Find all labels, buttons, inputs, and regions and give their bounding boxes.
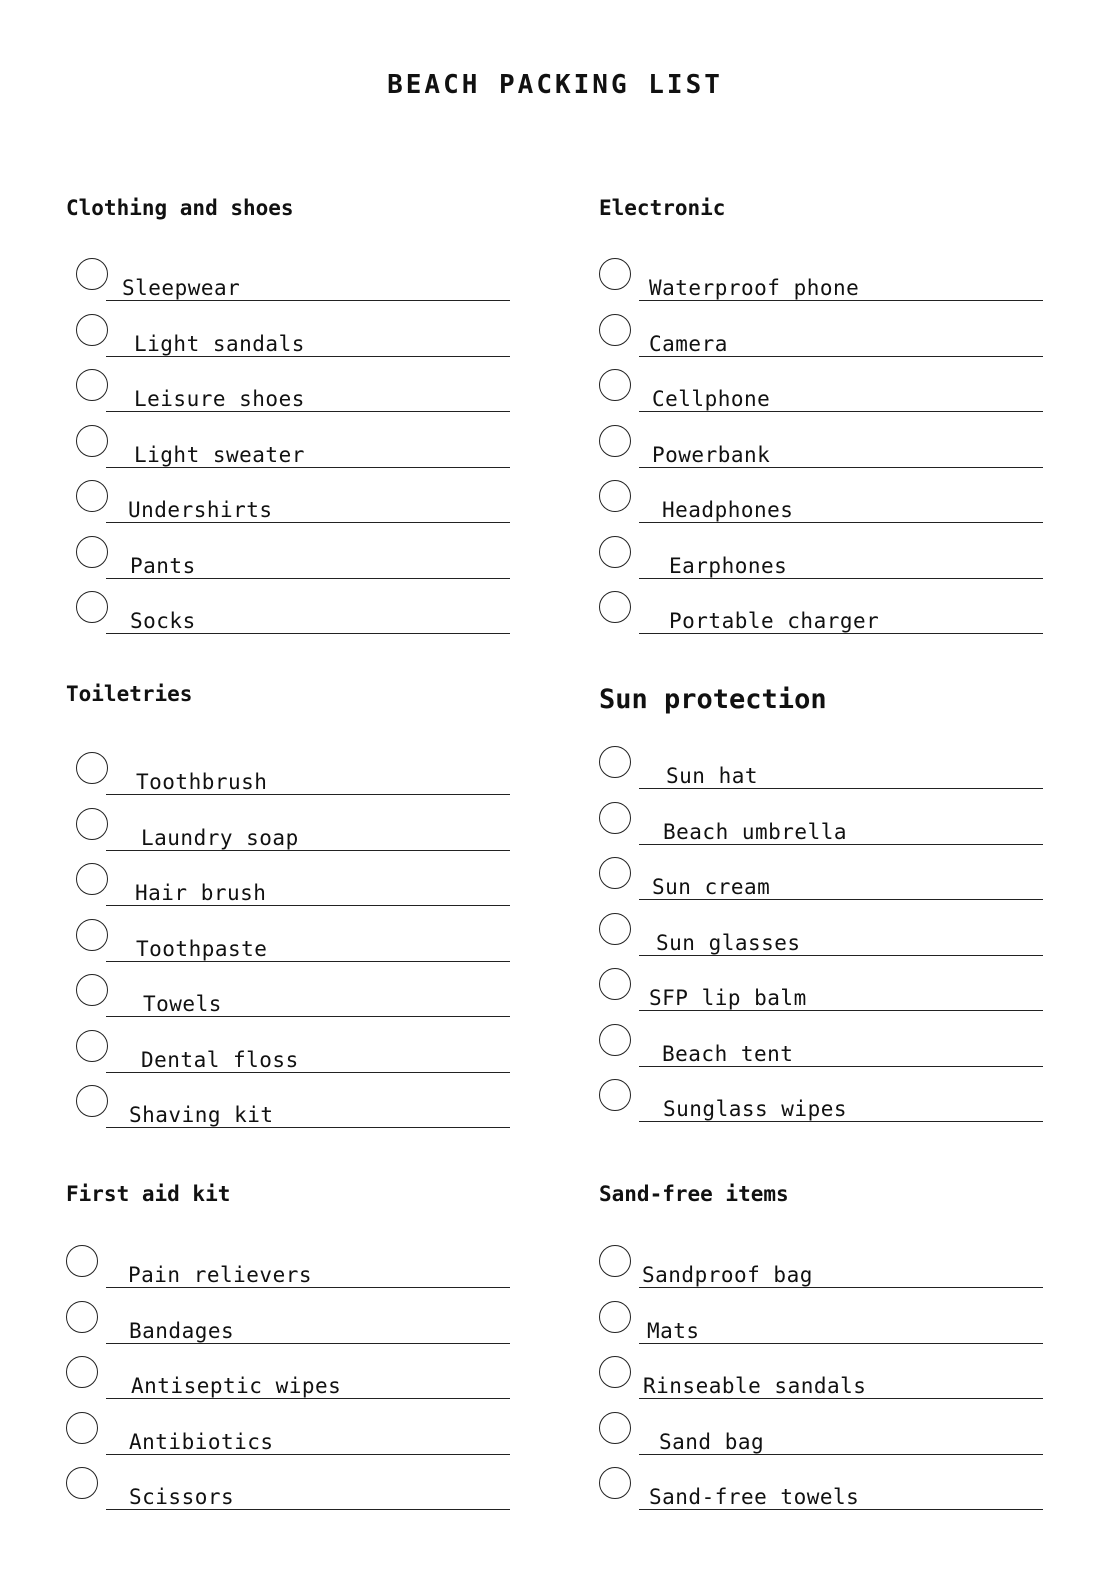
item-label: Sun hat xyxy=(666,764,759,788)
item-label: Cellphone xyxy=(652,387,771,411)
checkbox-sand-free-towels[interactable] xyxy=(599,1467,631,1499)
checklist-item-socks xyxy=(66,591,526,647)
checklist-item-undershirts xyxy=(66,480,526,536)
writing-line xyxy=(106,1287,510,1288)
writing-line xyxy=(639,1509,1043,1510)
checkbox-beach-umbrella[interactable] xyxy=(599,802,631,834)
writing-line xyxy=(106,411,510,412)
checklist-item-cellphone xyxy=(599,369,1059,425)
writing-line xyxy=(106,1509,510,1510)
section-heading-sun-protection: Sun protection xyxy=(599,684,827,715)
writing-line xyxy=(106,522,510,523)
writing-line xyxy=(106,961,510,962)
item-label: Light sweater xyxy=(134,442,305,467)
writing-line xyxy=(106,905,510,906)
checklist-item-light-sandals xyxy=(66,314,526,370)
item-label: Pain relievers xyxy=(128,1263,313,1287)
writing-line xyxy=(639,1010,1043,1011)
item-label: Mats xyxy=(647,1318,700,1343)
checklist-item-toothbrush xyxy=(66,752,526,808)
checkbox-light-sweater[interactable] xyxy=(76,425,108,457)
item-label: Hair brush xyxy=(135,881,267,905)
checklist-item-light-sweater xyxy=(66,425,526,481)
checkbox-toothpaste[interactable] xyxy=(76,919,108,951)
writing-line xyxy=(106,578,510,579)
checkbox-leisure-shoes[interactable] xyxy=(76,369,108,401)
writing-line xyxy=(106,1343,510,1344)
checkbox-dental-floss[interactable] xyxy=(76,1030,108,1062)
checklist-item-mats xyxy=(599,1301,1059,1357)
item-label: Sand-free towels xyxy=(649,1485,860,1509)
item-label: Towels xyxy=(143,992,222,1016)
checklist-item-antibiotics xyxy=(66,1412,526,1468)
section-heading-electronic: Electronic xyxy=(599,196,726,220)
checkbox-waterproof-phone[interactable] xyxy=(599,258,631,290)
checkbox-antiseptic-wipes[interactable] xyxy=(66,1356,98,1388)
section-heading-first-aid-kit: First aid kit xyxy=(66,1182,231,1206)
item-label: Dental floss xyxy=(141,1047,299,1072)
checklist-item-beach-tent xyxy=(599,1024,1059,1080)
checkbox-sandproof-bag[interactable] xyxy=(599,1245,631,1277)
writing-line xyxy=(639,955,1043,956)
writing-line xyxy=(106,794,510,795)
item-label: Scissors xyxy=(129,1485,235,1509)
writing-line xyxy=(639,1121,1043,1122)
item-label: Beach umbrella xyxy=(663,819,848,844)
item-label: Waterproof phone xyxy=(649,276,860,300)
item-label: Sun cream xyxy=(652,875,771,899)
checklist-item-toothpaste xyxy=(66,919,526,975)
checkbox-towels[interactable] xyxy=(76,974,108,1006)
checkbox-light-sandals[interactable] xyxy=(76,314,108,346)
writing-line xyxy=(639,899,1043,900)
writing-line xyxy=(106,467,510,468)
checklist-item-pants xyxy=(66,536,526,592)
checkbox-sun-hat[interactable] xyxy=(599,746,631,778)
checkbox-rinseable-sandals[interactable] xyxy=(599,1356,631,1388)
writing-line xyxy=(106,1398,510,1399)
writing-line xyxy=(106,356,510,357)
item-label: Rinseable sandals xyxy=(643,1374,867,1398)
item-label: SFP lip balm xyxy=(649,986,807,1010)
checkbox-socks[interactable] xyxy=(76,591,108,623)
checkbox-toothbrush[interactable] xyxy=(76,752,108,784)
checkbox-earphones[interactable] xyxy=(599,536,631,568)
section-heading-toiletries: Toiletries xyxy=(66,682,193,706)
checklist-item-sand-bag xyxy=(599,1412,1059,1468)
checklist-item-sun-hat xyxy=(599,746,1059,802)
checkbox-laundry-soap[interactable] xyxy=(76,808,108,840)
item-label: Laundry soap xyxy=(141,825,299,850)
item-label: Sleepwear xyxy=(122,276,241,300)
section-heading-clothing-and-shoes: Clothing and shoes xyxy=(66,196,294,220)
checklist-item-sandproof-bag xyxy=(599,1245,1059,1301)
checklist-item-dental-floss xyxy=(66,1030,526,1086)
writing-line xyxy=(639,522,1043,523)
checklist-item-leisure-shoes xyxy=(66,369,526,425)
writing-line xyxy=(106,1016,510,1017)
checkbox-cellphone[interactable] xyxy=(599,369,631,401)
checklist-item-sleepwear xyxy=(66,258,526,314)
checklist-item-portable-charger xyxy=(599,591,1059,647)
checkbox-beach-tent[interactable] xyxy=(599,1024,631,1056)
page-title: BEACH PACKING LIST xyxy=(387,70,723,100)
writing-line xyxy=(639,1343,1043,1344)
checklist-item-headphones xyxy=(599,480,1059,536)
checklist-item-scissors xyxy=(66,1467,526,1523)
checklist-item-powerbank xyxy=(599,425,1059,481)
item-label: Toothbrush xyxy=(136,770,268,794)
item-label: Sand bag xyxy=(659,1429,765,1454)
checklist-item-pain-relievers xyxy=(66,1245,526,1301)
checklist-item-waterproof-phone xyxy=(599,258,1059,314)
checkbox-undershirts[interactable] xyxy=(76,480,108,512)
checklist-item-earphones xyxy=(599,536,1059,592)
writing-line xyxy=(639,300,1043,301)
checkbox-mats[interactable] xyxy=(599,1301,631,1333)
item-label: Camera xyxy=(649,331,728,356)
checkbox-sleepwear[interactable] xyxy=(76,258,108,290)
item-label: Portable charger xyxy=(669,609,880,633)
writing-line xyxy=(639,1287,1043,1288)
item-label: Leisure shoes xyxy=(134,387,305,411)
checkbox-pants[interactable] xyxy=(76,536,108,568)
item-label: Antibiotics xyxy=(129,1429,274,1454)
item-label: Sun glasses xyxy=(656,930,801,955)
writing-line xyxy=(106,1072,510,1073)
section-heading-sand-free-items: Sand-free items xyxy=(599,1182,789,1206)
checklist-item-towels xyxy=(66,974,526,1030)
writing-line xyxy=(639,1454,1043,1455)
writing-line xyxy=(639,1398,1043,1399)
checkbox-camera[interactable] xyxy=(599,314,631,346)
checklist-item-beach-umbrella xyxy=(599,802,1059,858)
writing-line xyxy=(639,633,1043,634)
writing-line xyxy=(639,578,1043,579)
writing-line xyxy=(639,1066,1043,1067)
checkbox-portable-charger[interactable] xyxy=(599,591,631,623)
writing-line xyxy=(106,1127,510,1128)
item-label: Light sandals xyxy=(134,331,305,356)
checkbox-headphones[interactable] xyxy=(599,480,631,512)
item-label: Bandages xyxy=(129,1318,235,1343)
item-label: Shaving kit xyxy=(129,1103,274,1127)
item-label: Antiseptic wipes xyxy=(131,1374,342,1398)
writing-line xyxy=(639,788,1043,789)
writing-line xyxy=(106,1454,510,1455)
writing-line xyxy=(639,467,1043,468)
checkbox-sun-cream[interactable] xyxy=(599,857,631,889)
checklist-item-shaving-kit xyxy=(66,1085,526,1141)
writing-line xyxy=(639,844,1043,845)
checkbox-pain-relievers[interactable] xyxy=(66,1245,98,1277)
checkbox-shaving-kit[interactable] xyxy=(76,1085,108,1117)
checklist-item-sand-free-towels xyxy=(599,1467,1059,1523)
checklist-item-sunglass-wipes xyxy=(599,1079,1059,1135)
checkbox-hair-brush[interactable] xyxy=(76,863,108,895)
checklist-item-sfp-lip-balm xyxy=(599,968,1059,1024)
checkbox-sfp-lip-balm[interactable] xyxy=(599,968,631,1000)
item-label: Pants xyxy=(130,553,196,578)
checklist-item-hair-brush xyxy=(66,863,526,919)
checklist-item-sun-glasses xyxy=(599,913,1059,969)
checklist-item-camera xyxy=(599,314,1059,370)
checkbox-sunglass-wipes[interactable] xyxy=(599,1079,631,1111)
item-label: Undershirts xyxy=(128,498,273,522)
item-label: Toothpaste xyxy=(136,936,268,961)
checklist-item-bandages xyxy=(66,1301,526,1357)
item-label: Sandproof bag xyxy=(642,1263,813,1287)
checkbox-sand-bag[interactable] xyxy=(599,1412,631,1444)
writing-line xyxy=(639,356,1043,357)
checklist-item-sun-cream xyxy=(599,857,1059,913)
checklist-item-laundry-soap xyxy=(66,808,526,864)
writing-line xyxy=(106,850,510,851)
item-label: Beach tent xyxy=(662,1041,794,1066)
writing-line xyxy=(106,300,510,301)
checkbox-powerbank[interactable] xyxy=(599,425,631,457)
item-label: Powerbank xyxy=(652,442,771,467)
checkbox-scissors[interactable] xyxy=(66,1467,98,1499)
item-label: Headphones xyxy=(662,498,794,522)
checklist-item-rinseable-sandals xyxy=(599,1356,1059,1412)
item-label: Sunglass wipes xyxy=(663,1097,848,1121)
checklist-item-antiseptic-wipes xyxy=(66,1356,526,1412)
checkbox-antibiotics[interactable] xyxy=(66,1412,98,1444)
item-label: Socks xyxy=(130,609,196,633)
writing-line xyxy=(639,411,1043,412)
checkbox-bandages[interactable] xyxy=(66,1301,98,1333)
checkbox-sun-glasses[interactable] xyxy=(599,913,631,945)
writing-line xyxy=(106,633,510,634)
item-label: Earphones xyxy=(669,553,788,578)
